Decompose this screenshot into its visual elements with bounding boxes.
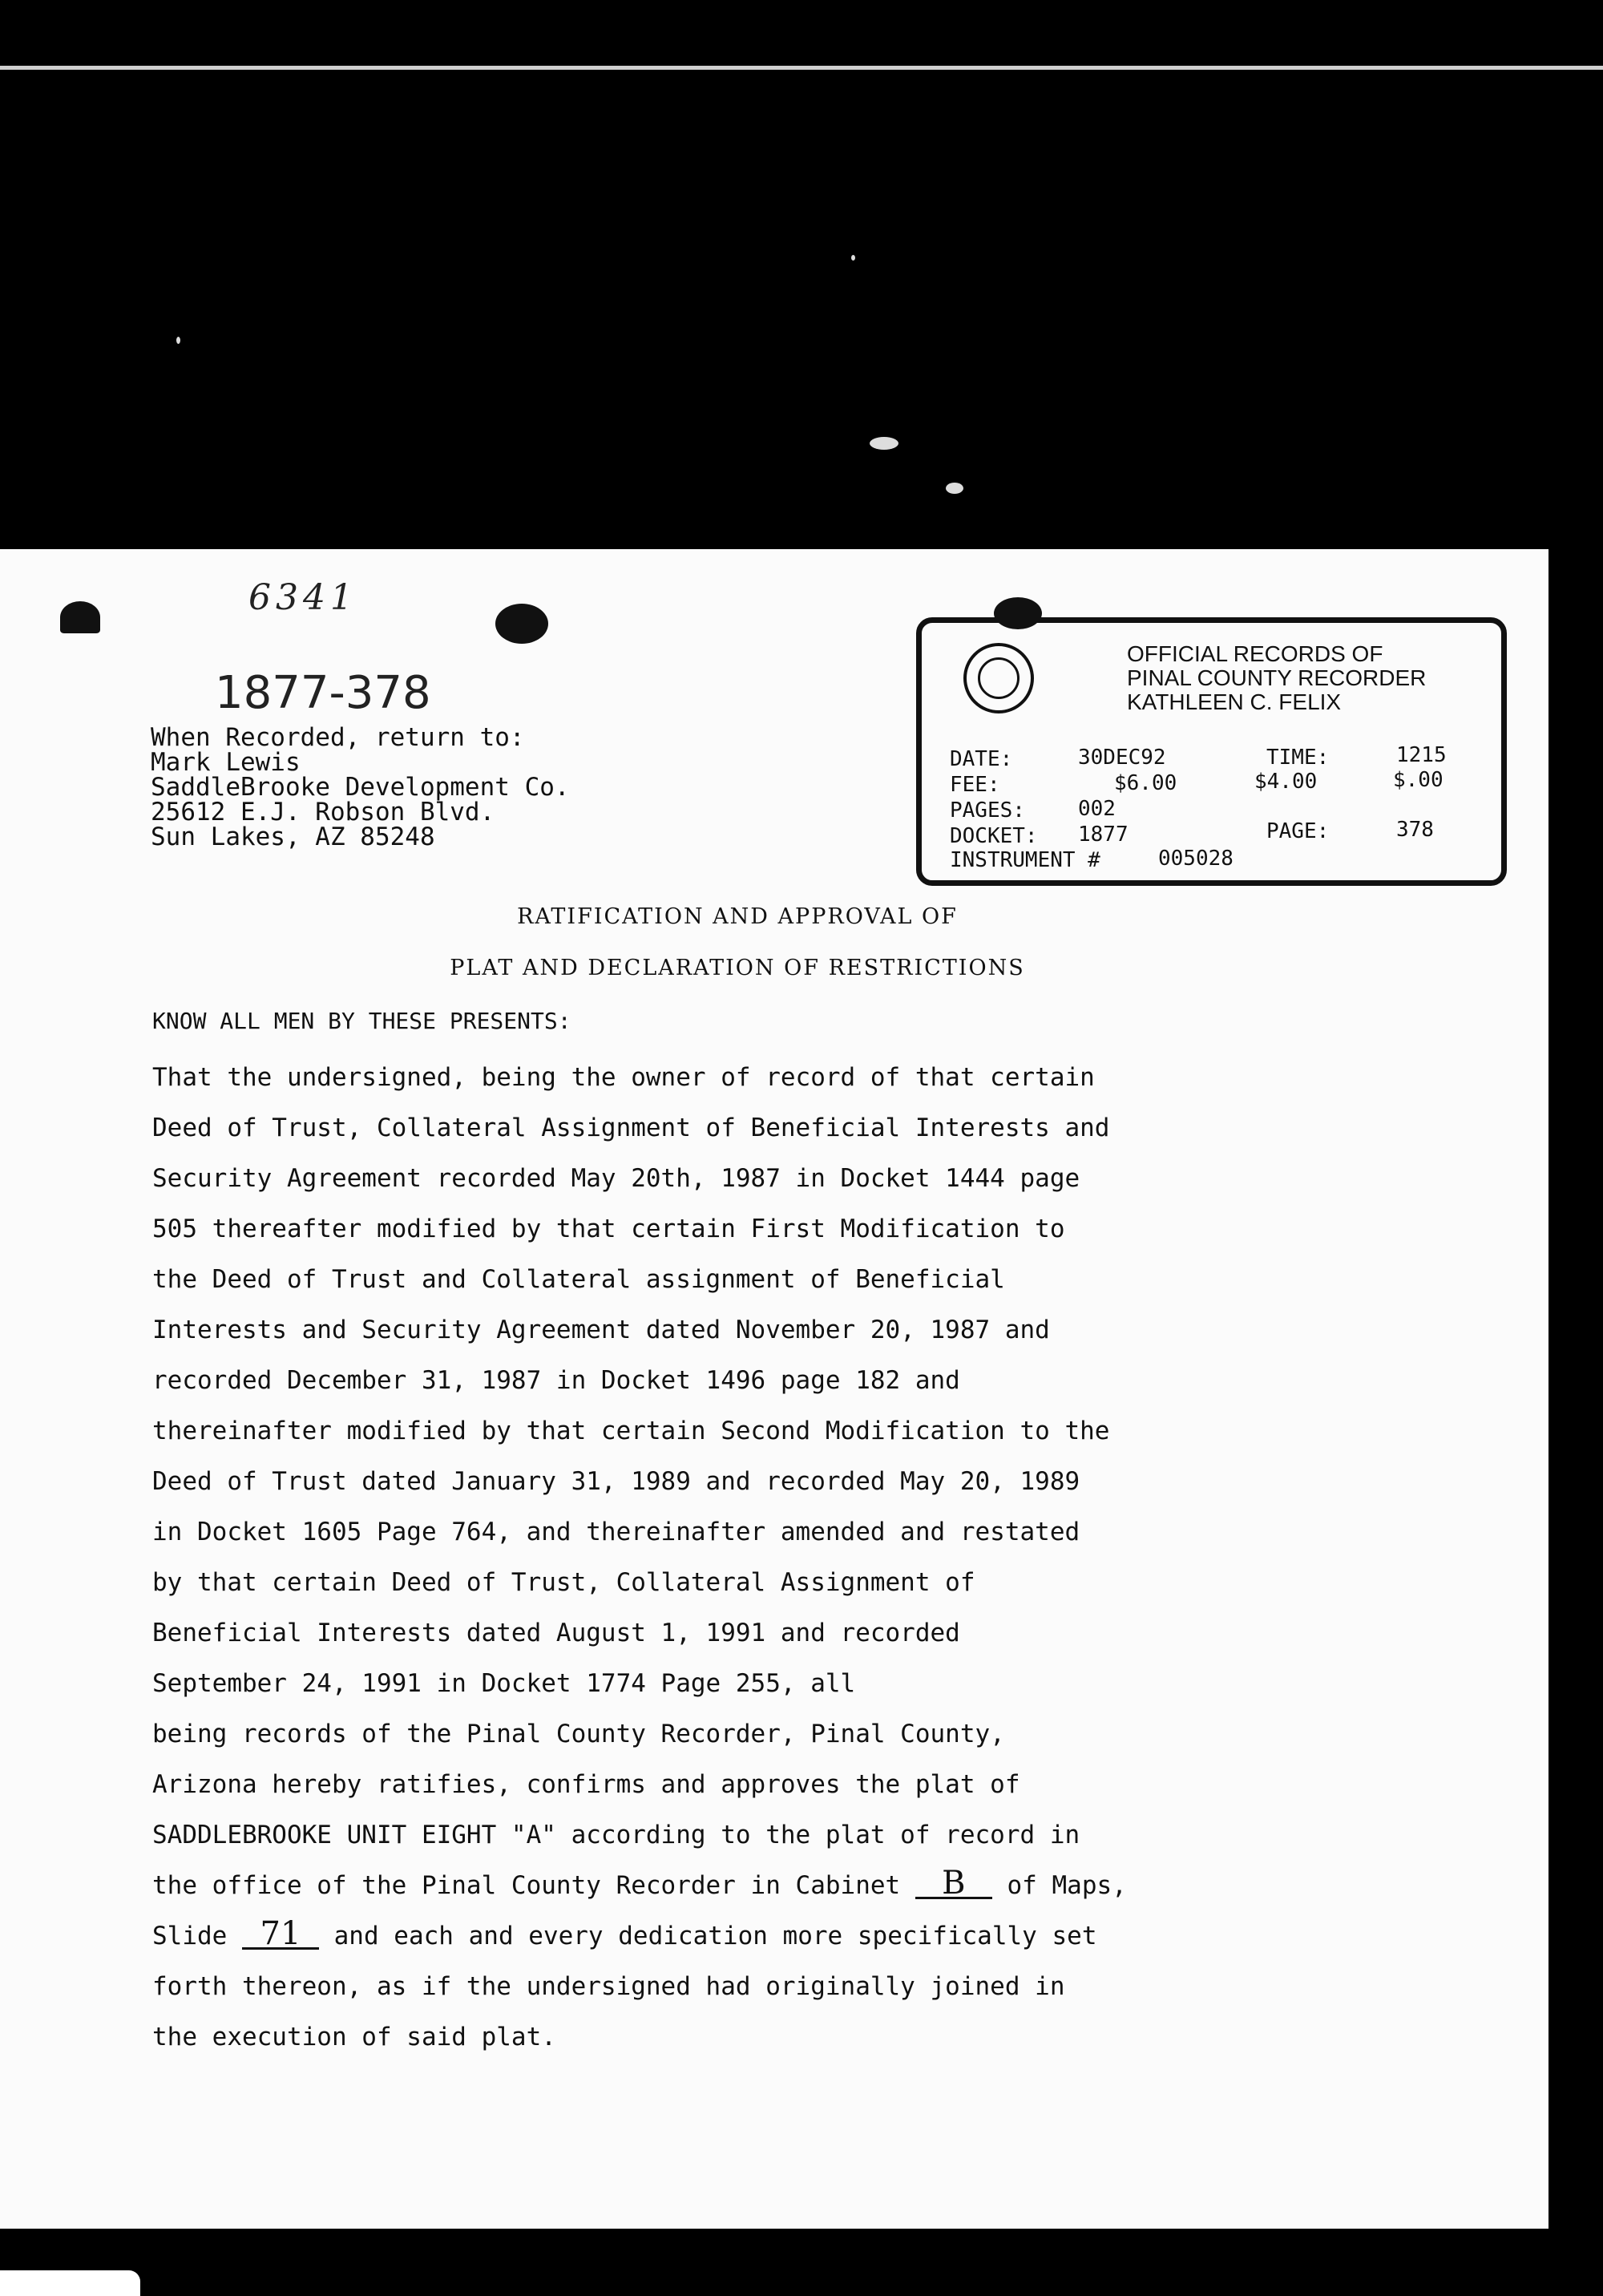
stamp-heading [1127,642,1426,714]
fee-amount-3: $.00 [1393,768,1444,792]
body-line: Beneficial Interests dated August 1, 1991 and recorded [152,1619,960,1647]
body-line: Interests and Security Agreement dated November 20, 1987 and [152,1316,1050,1344]
body-line: SADDLEBROOKE UNIT EIGHT "A" according to the plat of record in [152,1821,1080,1849]
recorder-stamp [916,617,1507,886]
body-line: the Deed of Trust and Collateral assignment of Beneficial [152,1265,1005,1294]
body-line: Security Agreement recorded May 20th, 1987 in Docket 1444 page [152,1164,1080,1193]
body-line: being records of the Pinal County Recorder, Pinal County, [152,1720,1005,1748]
instrument-value: 005028 [1158,847,1234,871]
body-line: Deed of Trust dated January 31, 1989 and recorded May 20, 1989 [152,1467,1080,1496]
scan-border-line [0,66,1603,70]
docket-value: 1877 [1078,823,1129,847]
cabinet-handwritten-value: B [915,1870,992,1899]
stamp-line-1: OFFICIAL RECORDS OF [1127,641,1383,666]
recording-number: 1877-378 [215,667,431,719]
date-label: DATE: [950,747,1013,771]
body-line: Deed of Trust, Collateral Assignment of Beneficial Interests and [152,1114,1110,1142]
pages-label: PAGES: [950,798,1025,823]
know-all-heading: KNOW ALL MEN BY THESE PRESENTS: [152,1008,571,1034]
county-seal-icon [963,643,1034,713]
slide-line [152,1911,1127,1962]
time-value: 1215 [1396,743,1447,767]
page-label: PAGE: [1266,819,1330,843]
cabinet-text-before: the office of the Pinal County Recorder in Cabinet [152,1871,915,1900]
return-label: When Recorded, return to: [151,723,525,752]
slide-text-after: and each and every dedication more specifically set [318,1922,1097,1950]
return-name: Mark Lewis [151,748,301,777]
document-body [152,1053,1127,2063]
stamp-line-2: PINAL COUNTY RECORDER [1127,665,1427,690]
fee-amount-2: $4.00 [1254,770,1318,794]
body-line: in Docket 1605 Page 764, and thereinafter amended and restated [152,1518,1080,1546]
date-value: 30DEC92 [1078,746,1166,770]
pages-value: 002 [1078,797,1116,821]
body-line: forth thereon, as if the undersigned had originally joined in [152,1972,1065,2001]
body-line: thereinafter modified by that certain Second Modification to the [152,1417,1110,1445]
page-value: 378 [1396,818,1434,842]
document-title-line-1: RATIFICATION AND APPROVAL OF [517,904,958,929]
stamp-line-3: KATHLEEN C. FELIX [1127,689,1342,714]
return-company: SaddleBrooke Development Co. [151,773,570,802]
return-street: 25612 E.J. Robson Blvd. [151,798,495,827]
time-label: TIME: [1266,746,1330,770]
cabinet-text-after: of Maps, [991,1871,1127,1900]
scan-speck [851,255,855,261]
fee-amount-1: $6.00 [1114,771,1177,795]
body-line: recorded December 31, 1987 in Docket 1496 page 182 and [152,1366,960,1395]
scan-bottom-edge [0,2229,1603,2296]
scan-corner-tab [0,2270,140,2296]
punch-hole [495,604,548,644]
body-line: by that certain Deed of Trust, Collateral Assignment of [152,1568,975,1597]
body-line: 505 thereafter modified by that certain First Modification to [152,1215,1065,1243]
handwritten-mark: 6341 [248,577,357,618]
body-line: That the undersigned, being the owner of record of that certain [152,1063,1095,1092]
scan-speck [870,437,898,450]
cabinet-line [152,1861,1127,1911]
instrument-label: INSTRUMENT # [950,848,1100,872]
return-city: Sun Lakes, AZ 85248 [151,823,435,851]
body-line: Arizona hereby ratifies, confirms and approves the plat of [152,1770,1020,1799]
docket-label: DOCKET: [950,824,1038,848]
body-line: September 24, 1991 in Docket 1774 Page 255, all [152,1669,856,1698]
scan-speck [176,337,180,344]
slide-handwritten-value: 71 [242,1920,319,1950]
document-title-line-2: PLAT AND DECLARATION OF RESTRICTIONS [450,956,1025,980]
fee-label: FEE: [950,773,1000,797]
scan-speck [946,483,963,494]
return-address [151,723,570,851]
body-line: the execution of said plat. [152,2023,556,2051]
slide-text-before: Slide [152,1922,242,1950]
punch-mark [60,601,100,633]
